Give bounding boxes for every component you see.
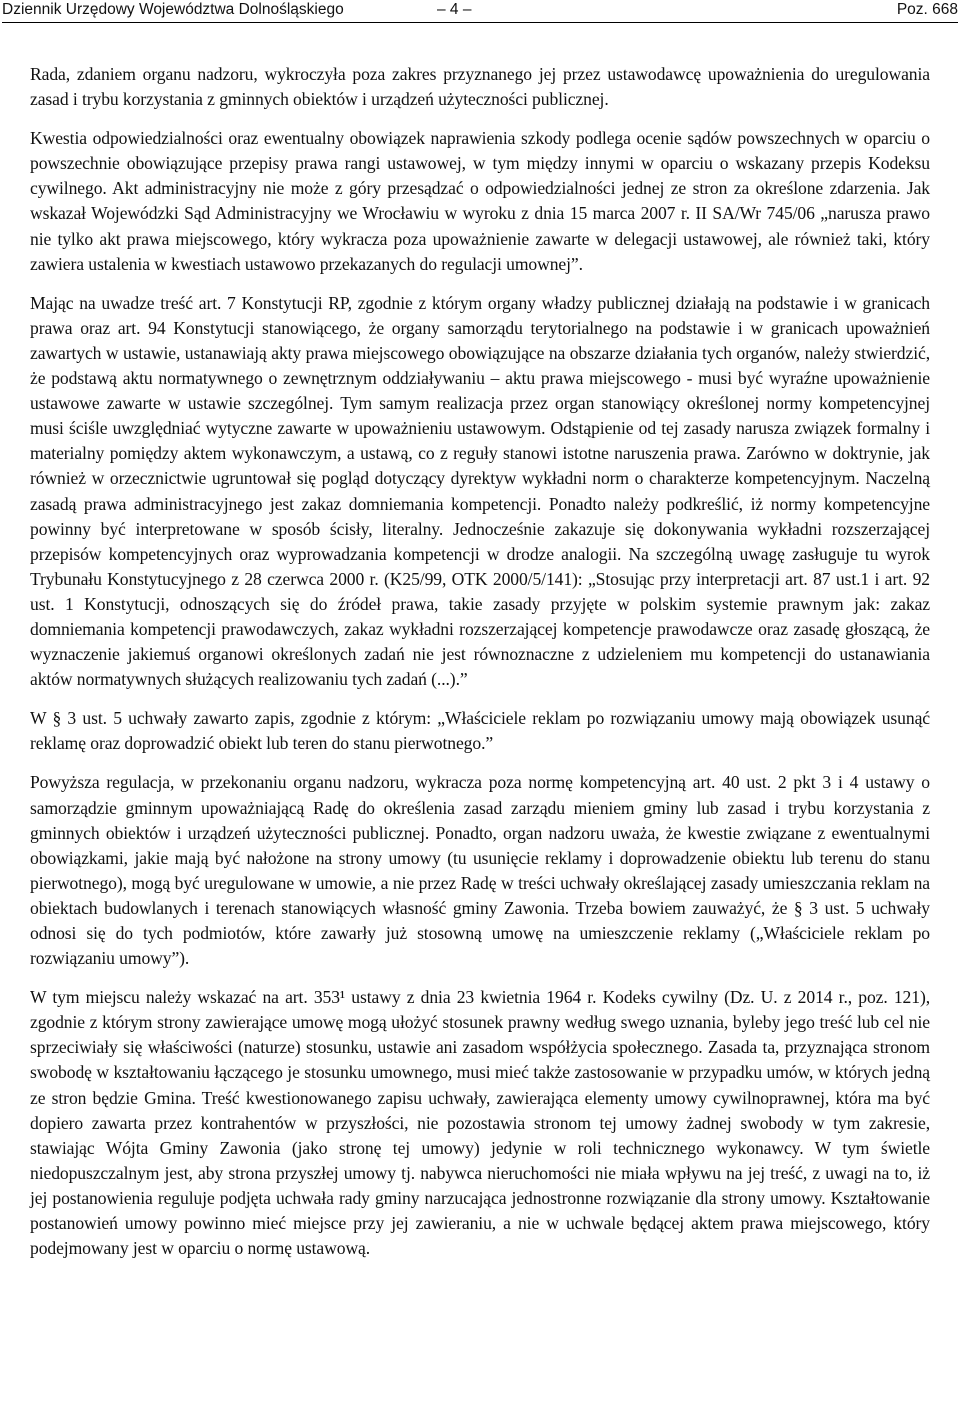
paragraph-2: Kwestia odpowiedzialności oraz ewentualny obowiązek naprawienia szkody podlega ocenie sądów powszechnych w oparciu o powszechnie obowiązujące przepisy prawa rangi ustawowej, w tym między innymi w oparciu o wskazany przepis Kodeksu cywilnego. Akt administracyjny nie może z góry przesądzać o odpowiedzialności jednej ze stron za określone zdarzenia. Jak wskazał Wojewódzki Sąd Administracyjny we Wrocławiu w wyroku z dnia 15 marca 2007 r. II SA/Wr 745/06 „narusza prawo nie tylko akt prawa miejscowego, który wykracza poza upoważnienie zawarte w delegacji ustawowej, ale również taki, który zawiera ustalenia w kwestiach ustawowo przekazanych do regulacji umownej”. — [30, 128, 930, 274]
paragraph-1: Rada, zdaniem organu nadzoru, wykroczyła poza zakres przyznanego jej przez ustawodawcę upoważnienia do uregulowania zasad i trybu korzystania z gminnych obiektów i urządzeń użyteczności publicznej. — [30, 64, 930, 110]
page-number: – 4 – — [437, 1, 472, 18]
document-body — [30, 62, 930, 1275]
paragraph-3: Mając na uwadze treść art. 7 Konstytucji RP, zgodnie z którym organy władzy publicznej działają na podstawie i w granicach prawa oraz art. 94 Konstytucji stanowiącego, że organy samorządu terytorialnego na podstawie i w granicach upoważnień zawartych w ustawie, ustanawiają akty prawa miejscowego obowiązujące na obszarze działania tych organów, należy stwierdzić, że podstawą aktu normatywnego o zewnętrznym oddziaływaniu – aktu prawa miejscowego - musi być wyraźne upoważnienie ustawowe zawarte w ustawie szczególnej. Tym samym realizacja przez organ stanowiący określonej normy kompetencyjnej musi ściśle uwzględniać wytyczne zawarte w upoważnieniu ustawowym. Odstąpienie od tej zasady narusza związek formalny i materialny pomiędzy aktem wykonawczym, a ustawą, co z reguły stanowi istotne naruszenia prawa. Zarówno w doktrynie, jak również w orzecznictwie ugruntował się pogląd dotyczący dyrektyw wykładni norm o charakterze kompetencyjnym. Naczelną zasadą prawa administracyjnego jest zakaz domniemania kompetencji. Ponadto należy podkreślić, iż normy kompetencyjne powinny być interpretowane w sposób ścisły, literalny. Jednocześnie zakazuje się dokonywania wykładni rozszerzającej przepisów kompetencyjnych oraz wyprowadzania kompetencji w drodze analogii. Na szczególną uwagę zasługuje tu wyrok Trybunału Konstytucyjnego z 28 czerwca 2000 r. (K25/99, OTK 2000/5/141): „Stosując przy interpretacji art. 87 ust.1 i art. 92 ust. 1 Konstytucji, odnoszących się do źródeł prawa, takie zasady przyjęte w polskim systemie prawnym jak: zakaz domniemania kompetencji prawodawczych, zakaz wykładni rozszerzającej kompetencje prawodawcze oraz zasadę głoszącą, że wyznaczenie jakiemuś organowi określonych zadań nie jest równoznaczne z udzieleniem mu kompetencji do ustanawiania aktów normatywnych służących realizowaniu tych zadań (...).” — [30, 292, 930, 690]
paragraph-5: Powyższa regulacja, w przekonaniu organu nadzoru, wykracza poza normę kompetencyjną art. 40 ust. 2 pkt 3 i 4 ustawy o samorządzie gminnym upoważniającą Radę do określenia zasad zarządu mieniem gminy lub zasad i trybu korzystania z gminnych obiektów i urządzeń użyteczności publicznej. Ponadto, organ nadzoru uważa, że kwestie związane z ewentualnymi obowiązkami, jakie mają być nałożone na strony umowy (tu usunięcie reklamy i doprowadzenie obiektu lub terenu do stanu pierwotnego), mogą być uregulowane w umowie, a nie przez Radę w treści uchwały określającej zasady umieszczania reklam na obiektach budowlanych i terenach stanowiących własność gminy Zawonia. Trzeba bowiem zauważyć, że § 3 ust. 5 uchwały odnosi się do tych podmiotów, które zawarły już stosowną umowę na umieszczenie reklamy („Właściciele reklam po rozwiązaniu umowy”). — [30, 772, 930, 969]
paragraph-6: W tym miejscu należy wskazać na art. 353¹ ustawy z dnia 23 kwietnia 1964 r. Kodeks cywilny (Dz. U. z 2014 r., poz. 121), zgodnie z którym strony zawierające umowę mogą ułożyć stosunek prawny według swego uznania, byleby jego treść lub cel nie sprzeciwiały się właściwości (naturze) stosunku, ustawie ani zasadom współżycia społecznego. Zasada ta, przyznająca stronom swobodę w kształtowaniu łączącego je stosunku umownego, musi mieć także zastosowanie w przypadku umów, w których jedną ze stron będzie Gmina. Treść kwestionowanego zapisu uchwały, zawierająca elementy umowy cywilnoprawnej, która ma być dopiero zawarta przez kontrahentów w przyszłości, nie pozostawia stronom tej umowy żadnej swobody w tym zakresie, stawiając Wójta Gminy Zawonia (jako stronę tej umowy) jedynie w roli technicznego wykonawcy. W tym świetle niedopuszczalnym jest, aby strona przyszłej umowy tj. nabywca nieruchomości nie miała wpływu na jej treść, z uwagi na to, iż jej postanowienia reguluje podjęta uchwała rady gminy narzucająca jednostronne rozwiązanie dla strony umowy. Kształtowanie postanowień umowy powinno mieć miejsce przy jej zawieraniu, a nie w uchwale będącej aktem prawa miejscowego, który podejmowany jest w oparciu o normę ustawową. — [30, 987, 930, 1259]
journal-title: Dziennik Urzędowy Województwa Dolnośląskiego — [2, 1, 344, 18]
position-number: Poz. 668 — [896, 1, 958, 18]
paragraph-4: W § 3 ust. 5 uchwały zawarto zapis, zgodnie z którym: „Właściciele reklam po rozwiązaniu umowy mają obowiązek usunąć reklamę oraz doprowadzić obiekt lub teren do stanu pierwotnego.” — [30, 708, 930, 754]
page-header — [2, 0, 958, 23]
